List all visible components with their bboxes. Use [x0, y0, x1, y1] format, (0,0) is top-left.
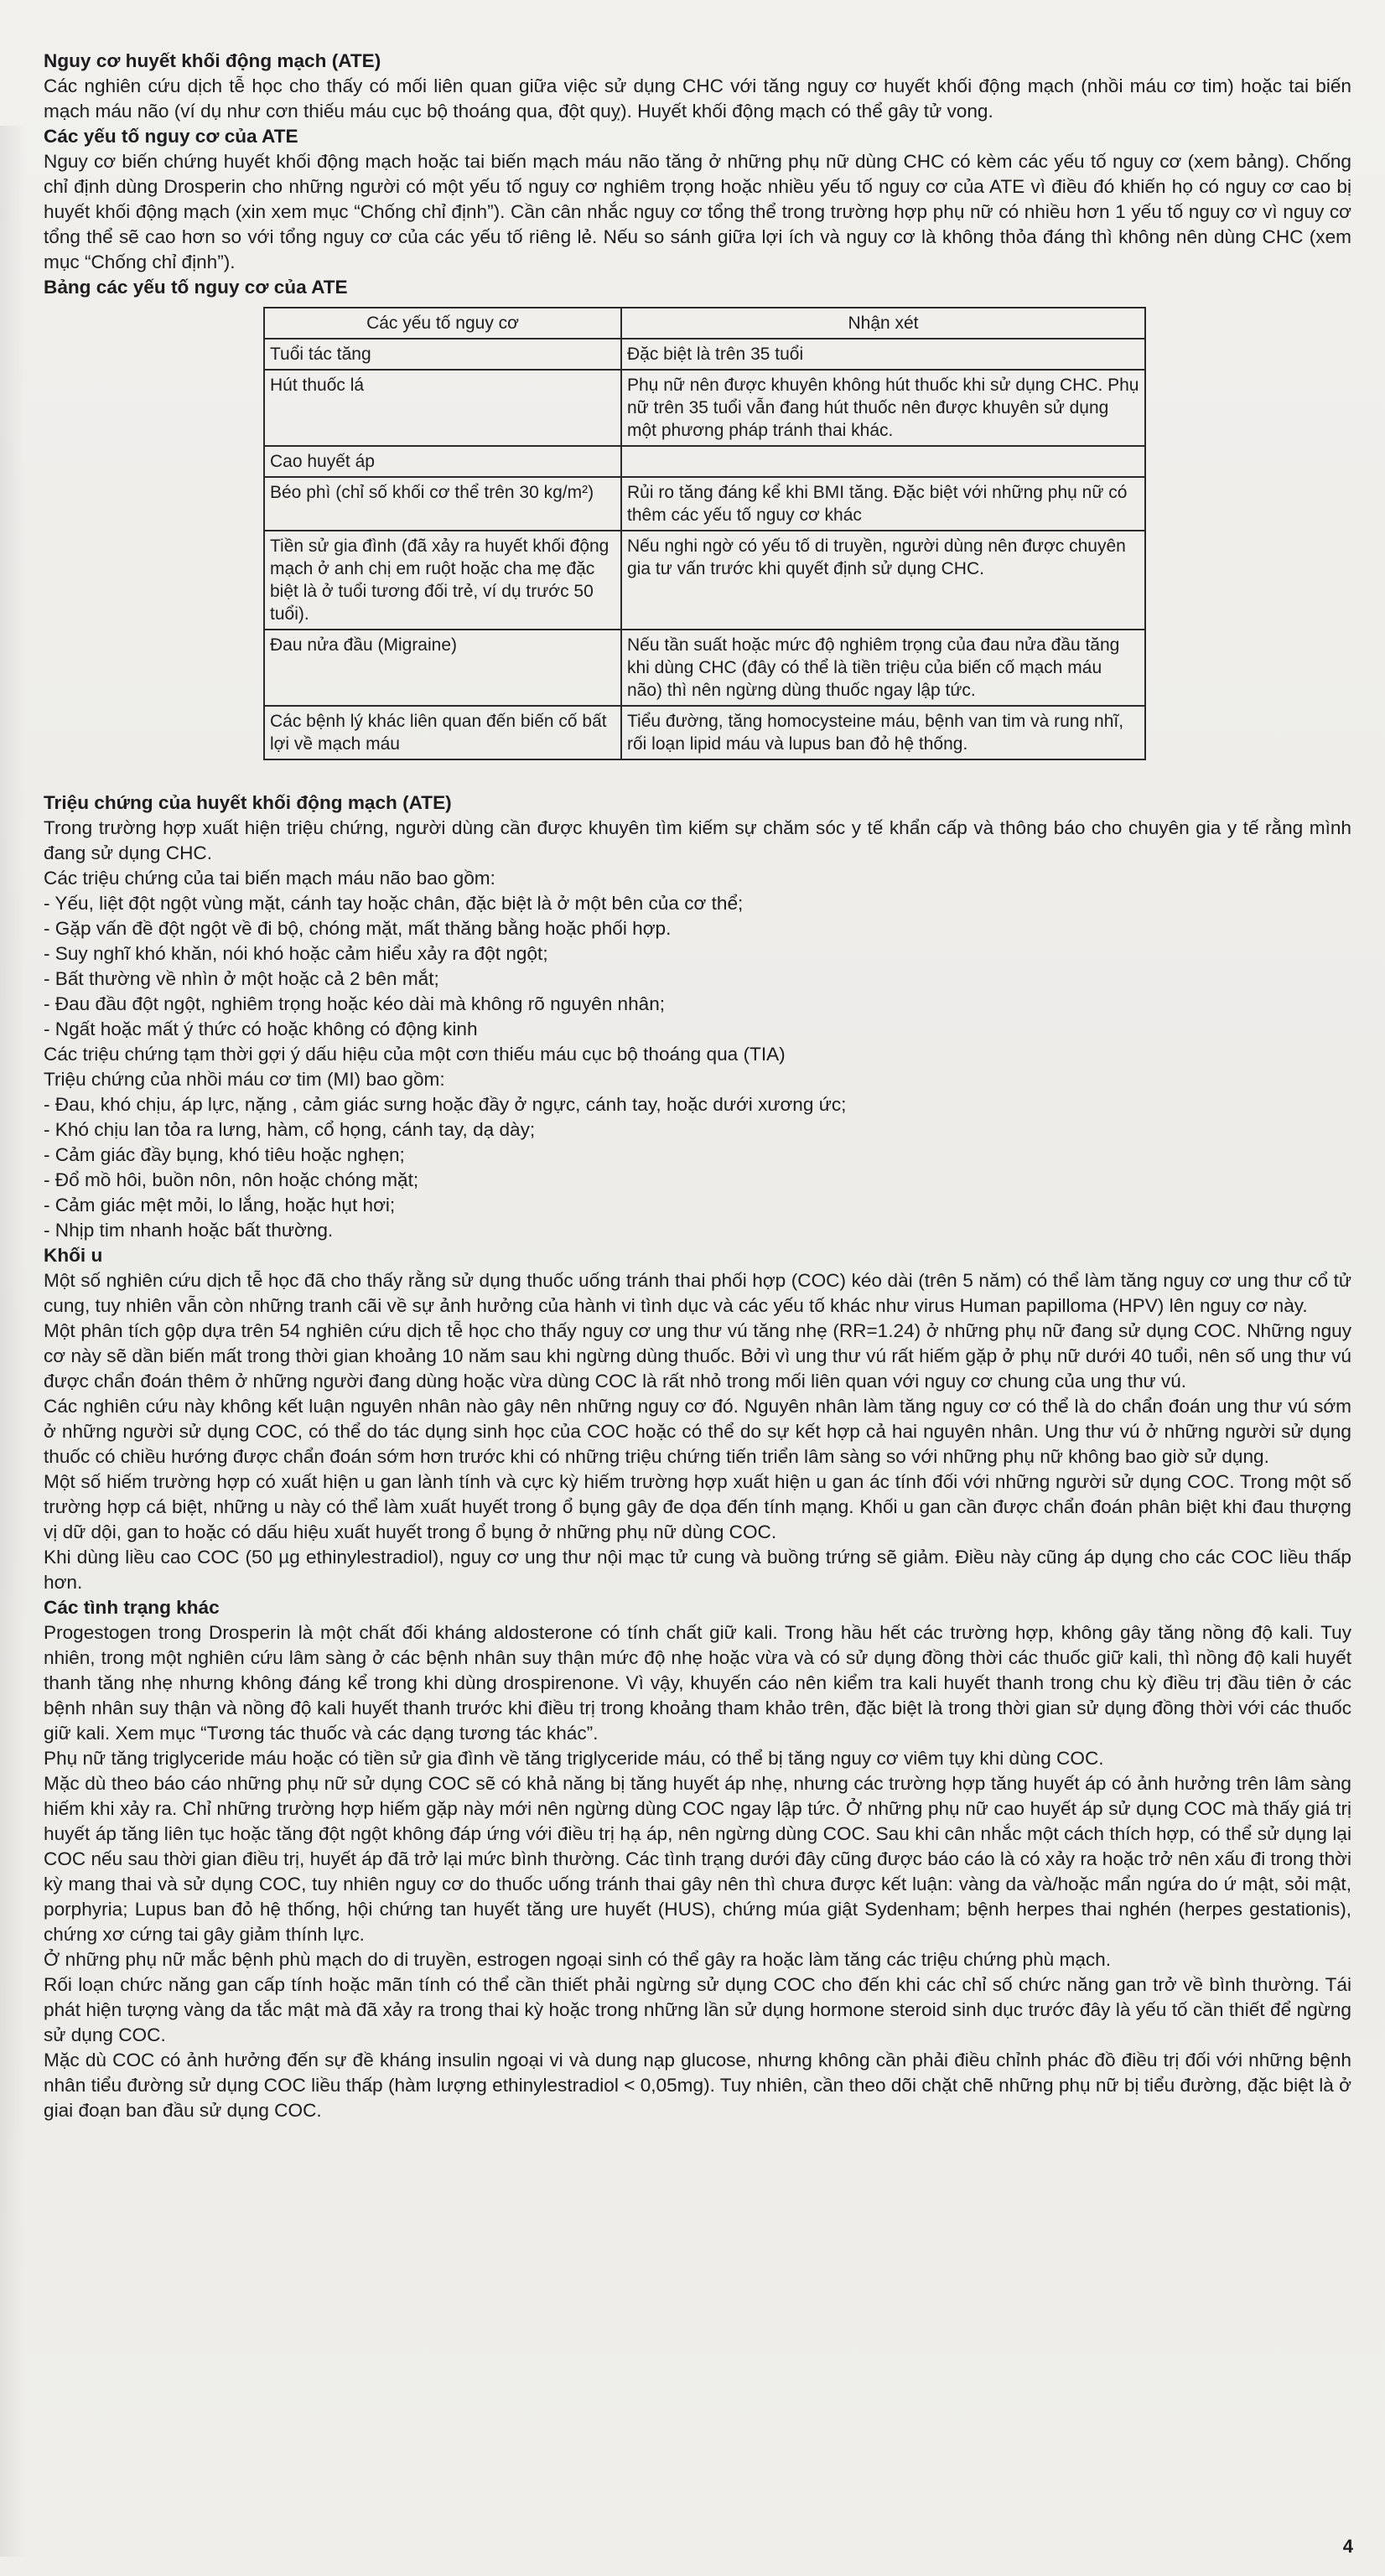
paragraph-tumors: Một số nghiên cứu dịch tễ học đã cho thấy rằng sử dụng thuốc uống tránh thai phối hợp (COC) kéo dài (trên 5 năm) có thể làm tăng nguy cơ ung thư cổ tử cung, tuy nhiên vẫn còn những tranh cãi về sự ảnh hưởng của hành vi tình dục và các yếu tố khác như virus Human papilloma (HPV) lên nguy cơ này.: [44, 1270, 1351, 1316]
table-row: [264, 446, 1145, 477]
paragraph-ate: Các nghiên cứu dịch tễ học cho thấy có mối liên quan giữa việc sử dụng CHC với tăng nguy cơ huyết khối động mạch (nhồi máu cơ tim) hoặc tai biến mạch máu não (ví dụ như cơn thiếu máu cục bộ thoáng qua, đột quỵ). Huyết khối động mạch có thể gây tử vong.: [44, 75, 1351, 122]
tia-text: Các triệu chứng tạm thời gợi ý dấu hiệu của một cơn thiếu máu cục bộ thoáng qua (TIA): [44, 1044, 786, 1065]
risk-factor-table: [263, 307, 1146, 760]
list-item: - Yếu, liệt đột ngột vùng mặt, cánh tay hoặc chân, đặc biệt là ở một bên của cơ thể;: [44, 893, 744, 914]
table-cell-note: Nếu nghi ngờ có yếu tố di truyền, người dùng nên được chuyên gia tư vấn trước khi quyết định sử dụng CHC.: [621, 531, 1145, 630]
paragraph-other: Ở những phụ nữ mắc bệnh phù mạch do di truyền, estrogen ngoại sinh có thể gây ra hoặc làm tăng các triệu chứng phù mạch.: [44, 1949, 1112, 1970]
document-body: [44, 49, 1351, 2123]
table-row: [264, 370, 1145, 446]
section-title-ate: Nguy cơ huyết khối động mạch (ATE): [44, 50, 381, 71]
paragraph-other: Rối loạn chức năng gan cấp tính hoặc mãn tính có thể cần thiết phải ngừng sử dụng COC cho đến khi các chỉ số chức năng gan trở về bình thường. Tái phát hiện tượng vàng da tắc mật mà đã xảy ra trong thai kỳ hoặc trong những lần sử dụng hormone steroid sinh dục trước đây là yếu tố cần thiết để ngừng sử dụng COC.: [44, 1974, 1351, 2045]
table-row: [264, 531, 1145, 630]
paragraph-risk-factors: Nguy cơ biến chứng huyết khối động mạch hoặc tai biến mạch máu não tăng ở những phụ nữ dùng CHC có kèm các yếu tố nguy cơ (xem bảng). Chống chỉ định dùng Drosperin cho những người có một yếu tố nguy cơ nghiêm trọng hoặc nhiều yếu tố nguy cơ của ATE vì điều đó khiến họ có nguy cơ cao bị huyết khối động mạch (xin xem mục “Chống chỉ định”). Cần cân nhắc nguy cơ tổng thể trong trường hợp phụ nữ có nhiều hơn 1 yếu tố nguy cơ vì nguy cơ tổng thể sẽ cao hơn so với tổng nguy cơ của các yếu tố riêng lẻ. Nếu so sánh giữa lợi ích và nguy cơ là không thỏa đáng thì không nên dùng CHC (xem mục “Chống chỉ định”).: [44, 151, 1351, 272]
paragraph-tumors: Khi dùng liều cao COC (50 µg ethinylestradiol), nguy cơ ung thư nội mạc tử cung và buồng trứng sẽ giảm. Điều này cũng áp dụng cho các COC liều thấp hơn.: [44, 1547, 1351, 1593]
table-row: [264, 477, 1145, 531]
table-cell-note: Phụ nữ nên được khuyên không hút thuốc khi sử dụng CHC. Phụ nữ trên 35 tuổi vẫn đang hút thuốc nên được khuyên sử dụng một phương pháp tránh thai khác.: [621, 370, 1145, 446]
list-item: - Cảm giác mệt mỏi, lo lắng, hoặc hụt hơi;: [44, 1195, 396, 1215]
table-row: [264, 706, 1145, 759]
list-item: - Bất thường về nhìn ở một hoặc cả 2 bên mắt;: [44, 968, 439, 989]
list-item: - Nhịp tim nhanh hoặc bất thường.: [44, 1220, 334, 1241]
list-item: - Đau đầu đột ngột, nghiêm trọng hoặc kéo dài mà không rõ nguyên nhân;: [44, 993, 666, 1014]
table-cell-factor: Hút thuốc lá: [264, 370, 621, 446]
paragraph-tumors: Một phân tích gộp dựa trên 54 nghiên cứu dịch tễ học cho thấy nguy cơ ung thư vú tăng nhẹ (RR=1.24) ở những phụ nữ đang sử dụng COC. Những nguy cơ này sẽ dần biến mất trong thời gian khoảng 10 năm sau khi ngừng dùng thuốc. Bởi vì ung thư vú rất hiếm gặp ở phụ nữ dưới 40 tuổi, nên số ung thư vú được chẩn đoán thêm ở những người đang dùng hoặc vừa dùng COC là rất nhỏ trong mối liên quan với nguy cơ chung của ung thư vú.: [44, 1320, 1351, 1392]
table-row: [264, 339, 1145, 370]
page-edge-shadow: [0, 126, 25, 2557]
table-header-note: Nhận xét: [621, 308, 1145, 339]
list-item: - Đau, khó chịu, áp lực, nặng , cảm giác sưng hoặc đầy ở ngực, cánh tay, hoặc dưới xương ức;: [44, 1094, 847, 1115]
table-cell-factor: Tiền sử gia đình (đã xảy ra huyết khối động mạch ở anh chị em ruột hoặc cha mẹ đặc biệt là ở tuổi tương đối trẻ, ví dụ trước 50 tuổi).: [264, 531, 621, 630]
list-item: - Gặp vấn đề đột ngột về đi bộ, chóng mặt, mất thăng bằng hoặc phối hợp.: [44, 918, 672, 939]
paragraph-symptoms-intro: Trong trường hợp xuất hiện triệu chứng, người dùng cần được khuyên tìm kiếm sự chăm sóc y tế khẩn cấp và thông báo cho chuyên gia y tế rằng mình đang sử dụng CHC.: [44, 817, 1351, 863]
table-header-factor: Các yếu tố nguy cơ: [264, 308, 621, 339]
list-item: - Suy nghĩ khó khăn, nói khó hoặc cảm hiểu xảy ra đột ngột;: [44, 943, 548, 964]
section-title-other-conditions: Các tình trạng khác: [44, 1597, 220, 1618]
mi-symptoms-intro: Triệu chứng của nhồi máu cơ tim (MI) bao gồm:: [44, 1069, 445, 1090]
section-title-symptoms: Triệu chứng của huyết khối động mạch (ATE): [44, 792, 452, 813]
page-number: 4: [1342, 2536, 1353, 2557]
table-cell-note: [621, 446, 1145, 477]
paragraph-tumors: Một số hiếm trường hợp có xuất hiện u gan lành tính và cực kỳ hiếm trường hợp xuất hiện u gan ác tính đối với những người sử dụng COC. Trong một số trường hợp cá biệt, những u này có thể làm xuất huyết trong ổ bụng gây đe dọa đến tính mạng. Khối u gan cần được chẩn đoán phân biệt khi đau thượng vị dữ dội, gan to hoặc có dấu hiệu xuất huyết trong ổ bụng ở những phụ nữ dùng COC.: [44, 1471, 1351, 1542]
section-title-tumors: Khối u: [44, 1245, 103, 1266]
table-cell-note: Tiểu đường, tăng homocysteine máu, bệnh van tim và rung nhĩ, rối loạn lipid máu và lupus ban đỏ hệ thống.: [621, 706, 1145, 759]
table-row: [264, 630, 1145, 706]
paragraph-other: Phụ nữ tăng triglyceride máu hoặc có tiền sử gia đình về tăng triglyceride máu, có thể bị tăng nguy cơ viêm tụy khi dùng COC.: [44, 1748, 1104, 1769]
list-item: - Đổ mồ hôi, buồn nôn, nôn hoặc chóng mặt;: [44, 1169, 419, 1190]
paragraph-tumors: Các nghiên cứu này không kết luận nguyên nhân nào gây nên những nguy cơ đó. Nguyên nhân làm tăng nguy cơ có thể là do chẩn đoán ung thư vú sớm ở những người sử dụng COC, có thể do tác dụng sinh học của COC hoặc có thể do sự kết hợp cả hai nguyên nhân. Ung thư vú ở những người sử dụng thuốc có chiều hướng được chẩn đoán sớm hơn trước khi có những triệu chứng tiến triển lâm sàng so với những phụ nữ không bao giờ sử dụng.: [44, 1396, 1351, 1467]
list-item: - Ngất hoặc mất ý thức có hoặc không có động kinh: [44, 1018, 478, 1039]
table-cell-factor: Các bệnh lý khác liên quan đến biến cố bất lợi về mạch máu: [264, 706, 621, 759]
table-cell-factor: Đau nửa đầu (Migraine): [264, 630, 621, 706]
paragraph-other: Progestogen trong Drosperin là một chất đối kháng aldosterone có tính chất giữ kali. Trong hầu hết các trường hợp, không gây tăng nồng độ kali. Tuy nhiên, trong một nghiên cứu lâm sàng ở các bệnh nhân suy thận mức độ nhẹ hoặc vừa và có sử dụng đồng thời các thuốc giữ kali, thì nồng độ kali huyết thanh tăng nhẹ nhưng không đáng kể trong khi dùng drospirenone. Vì vậy, khuyến cáo nên kiểm tra kali huyết thanh trong chu kỳ điều trị đầu tiên ở các bệnh nhân suy thận và nồng độ kali huyết thanh trước khi điều trị trong khoảng tham khảo trên, đặc biệt là trong thời gian sử dụng đồng thời với các thuốc giữ kali. Xem mục “Tương tác thuốc và các dạng tương tác khác”.: [44, 1622, 1351, 1744]
paragraph-other: Mặc dù theo báo cáo những phụ nữ sử dụng COC sẽ có khả năng bị tăng huyết áp nhẹ, nhưng các trường hợp tăng huyết áp có ảnh hưởng trên lâm sàng hiếm khi xảy ra. Chỉ những trường hợp hiếm gặp này mới nên ngừng dùng COC ngay lập tức. Ở những phụ nữ cao huyết áp sử dụng COC mà thấy giá trị huyết áp tăng liên tục hoặc tăng đột ngột không đáp ứng với điều trị hạ áp, nên ngừng dùng COC. Sau khi cân nhắc một cách thích hợp, có thể sử dụng lại COC nếu sau thời gian điều trị, huyết áp đã trở lại mức bình thường. Các tình trạng dưới đây cũng được báo cáo là có xảy ra hoặc trở nên xấu đi trong thời kỳ mang thai và sử dụng COC, tuy nhiên nguy cơ do thuốc uống tránh thai gây nên thì chưa được kết luận: vàng da và/hoặc mẩn ngứa do ứ mật, sỏi mật, porphyria; Lupus ban đỏ hệ thống, hội chứng tan huyết tăng ure huyết (HUS), chứng múa giật Sydenham; bệnh herpes thai nghén (herpes gestationis), chứng xơ cứng tai gây giảm thính lực.: [44, 1773, 1351, 1945]
paragraph-other: Mặc dù COC có ảnh hưởng đến sự đề kháng insulin ngoại vi và dung nạp glucose, nhưng không cần phải điều chỉnh phác đồ điều trị đối với những bệnh nhân tiểu đường sử dụng COC liều thấp (hàm lượng ethinylestradiol < 0,05mg). Tuy nhiên, cần theo dõi chặt chẽ những phụ nữ bị tiểu đường, đặc biệt là ở giai đoạn ban đầu sử dụng COC.: [44, 2050, 1351, 2121]
table-cell-note: Rủi ro tăng đáng kể khi BMI tăng. Đặc biệt với những phụ nữ có thêm các yếu tố nguy cơ khác: [621, 477, 1145, 531]
table-header-row: [264, 308, 1145, 339]
list-item: - Cảm giác đầy bụng, khó tiêu hoặc nghẹn;: [44, 1144, 405, 1165]
section-title-risk-factors: Các yếu tố nguy cơ của ATE: [44, 126, 298, 147]
table-cell-factor: Tuổi tác tăng: [264, 339, 621, 370]
table-cell-factor: Béo phì (chỉ số khối cơ thể trên 30 kg/m²): [264, 477, 621, 531]
list-item: - Khó chịu lan tỏa ra lưng, hàm, cổ họng, cánh tay, dạ dày;: [44, 1119, 536, 1140]
table-cell-note: Nếu tần suất hoặc mức độ nghiêm trọng của đau nửa đầu tăng khi dùng CHC (đây có thể là tiền triệu của biến cố mạch máu não) thì nên ngừng dùng thuốc ngay lập tức.: [621, 630, 1145, 706]
stroke-symptoms-intro: Các triệu chứng của tai biến mạch máu não bao gồm:: [44, 868, 495, 889]
table-cell-factor: Cao huyết áp: [264, 446, 621, 477]
table-title: Bảng các yếu tố nguy cơ của ATE: [44, 277, 348, 298]
table-cell-note: Đặc biệt là trên 35 tuổi: [621, 339, 1145, 370]
